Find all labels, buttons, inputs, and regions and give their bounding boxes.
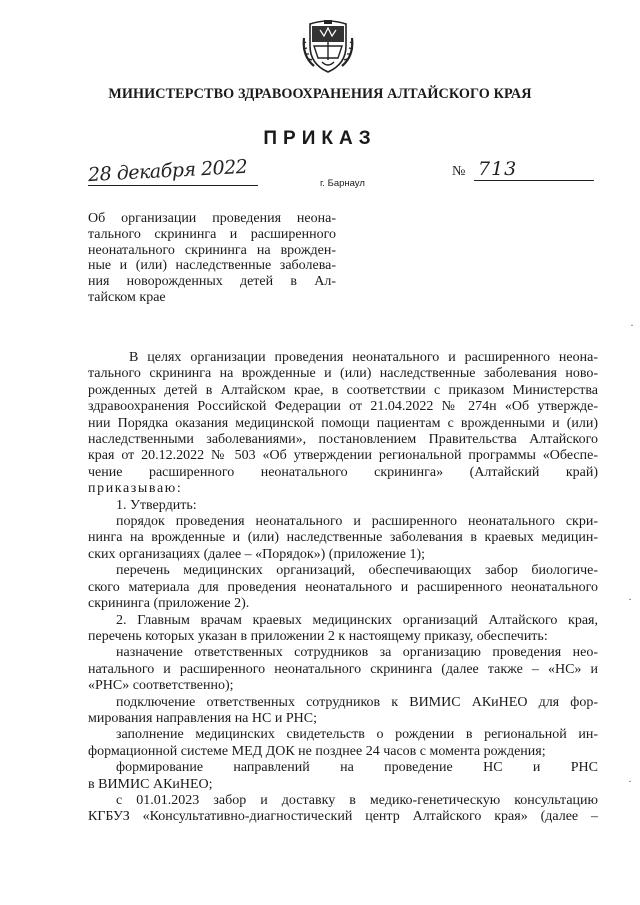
date-underline <box>88 185 258 186</box>
body-line: КГБУЗ «Консультативно-диагностический центр Алтайского края» (далее – <box>88 809 598 825</box>
body-line: края от 20.12.2022 № 503 «Об утверждении региональной программы «Обеспе- <box>88 448 598 464</box>
number-label: № <box>452 164 466 179</box>
body-line: чение расширенного неонатального скрининга» (Алтайский край) <box>88 464 598 480</box>
body-line: 2. Главным врачам краевых медицинских организаций Алтайского края, <box>116 612 598 628</box>
body-line: назначение ответственных сотрудников за организацию проведения нео- <box>116 645 598 661</box>
order-subject <box>88 211 336 306</box>
body-line-order-word: приказываю: <box>88 481 183 497</box>
subject-line: Об организации проведения неона- <box>88 211 336 226</box>
body-line: порядок проведения неонатального и расширенного неонатального скри- <box>116 514 598 530</box>
body-line: перечень медицинских организаций, обеспечивающих забор биологиче- <box>116 563 598 579</box>
subject-line: тального скрининга и расширенного <box>88 226 336 242</box>
body-line: ских организациях (далее – «Порядок») (приложение 1); <box>88 546 426 562</box>
body-line: тального скрининга на врожденные и (или) наследственные заболевания ново- <box>88 366 598 382</box>
body-line: формирование направлений на проведение НС и РНС <box>116 760 598 776</box>
document-type: ПРИКАЗ <box>263 128 377 149</box>
city-label: г. Барнаул <box>320 178 365 189</box>
body-line: скрининга (приложение 2). <box>88 596 250 612</box>
scan-artifact: · <box>628 592 632 606</box>
handwritten-number: 713 <box>478 158 518 180</box>
body-line: В целях организации проведения неонатального и расширенного неона- <box>129 350 598 365</box>
body-line: в ВИМИС АКиНЕО; <box>88 776 213 792</box>
body-line: нии Порядка оказания медицинской помощи пациентам с врожденными и (или) <box>88 415 598 431</box>
body-line: здравоохранения Российской Федерации от 21.04.2022 № 274н «Об утвержде- <box>88 399 598 415</box>
subject-line: неонатального скрининга на врожден- <box>88 242 336 258</box>
subject-line: тайском крае <box>88 289 166 305</box>
body-line: ского материала для проведения неонатального и расширенного неонатального <box>88 579 598 595</box>
body-line: рожденных детей в Алтайском крае, в соответствии с приказом Министерства <box>88 382 598 398</box>
subject-line: ные и (или) наследственные заболева- <box>88 258 336 274</box>
body-line: 1. Утвердить: <box>116 497 197 513</box>
body-line: наследственными заболеваниями», постановлением Правительства Алтайского <box>88 432 598 448</box>
number-underline <box>474 180 594 181</box>
body-line: «РНС» соответственно); <box>88 678 234 694</box>
order-body <box>88 350 598 826</box>
body-line: с 01.01.2023 забор и доставку в медико-генетическую консультацию <box>116 792 598 808</box>
body-line: нинга на врожденные и (или) наследственные заболевания в краевых медицин- <box>88 530 598 546</box>
body-line: перечень которых указан в приложении 2 к настоящему приказу, обеспечить: <box>88 628 548 644</box>
coat-of-arms-icon <box>300 16 356 74</box>
body-line: мирования направления на НС и РНС; <box>88 710 317 726</box>
scan-artifact: · <box>628 774 632 788</box>
body-line: формационной системе МЕД ДОК не позднее 24 часов с момента рождения; <box>88 743 546 759</box>
body-line: подключение ответственных сотрудников к ВИМИС АКиНЕО для фор- <box>116 694 598 710</box>
ministry-name: МИНИСТЕРСТВО ЗДРАВООХРАНЕНИЯ АЛТАЙСКОГО КРАЯ <box>108 86 532 102</box>
handwritten-date: 28 декабря 2022 <box>87 155 248 187</box>
scan-artifact: · <box>630 318 634 332</box>
subject-line: ния новорожденных детей в Ал- <box>88 274 336 290</box>
body-line: натального и расширенного неонатального скрининга (далее также – «НС» и <box>88 661 598 677</box>
body-line: заполнение медицинских свидетельств о рождении в региональной ин- <box>116 727 598 743</box>
